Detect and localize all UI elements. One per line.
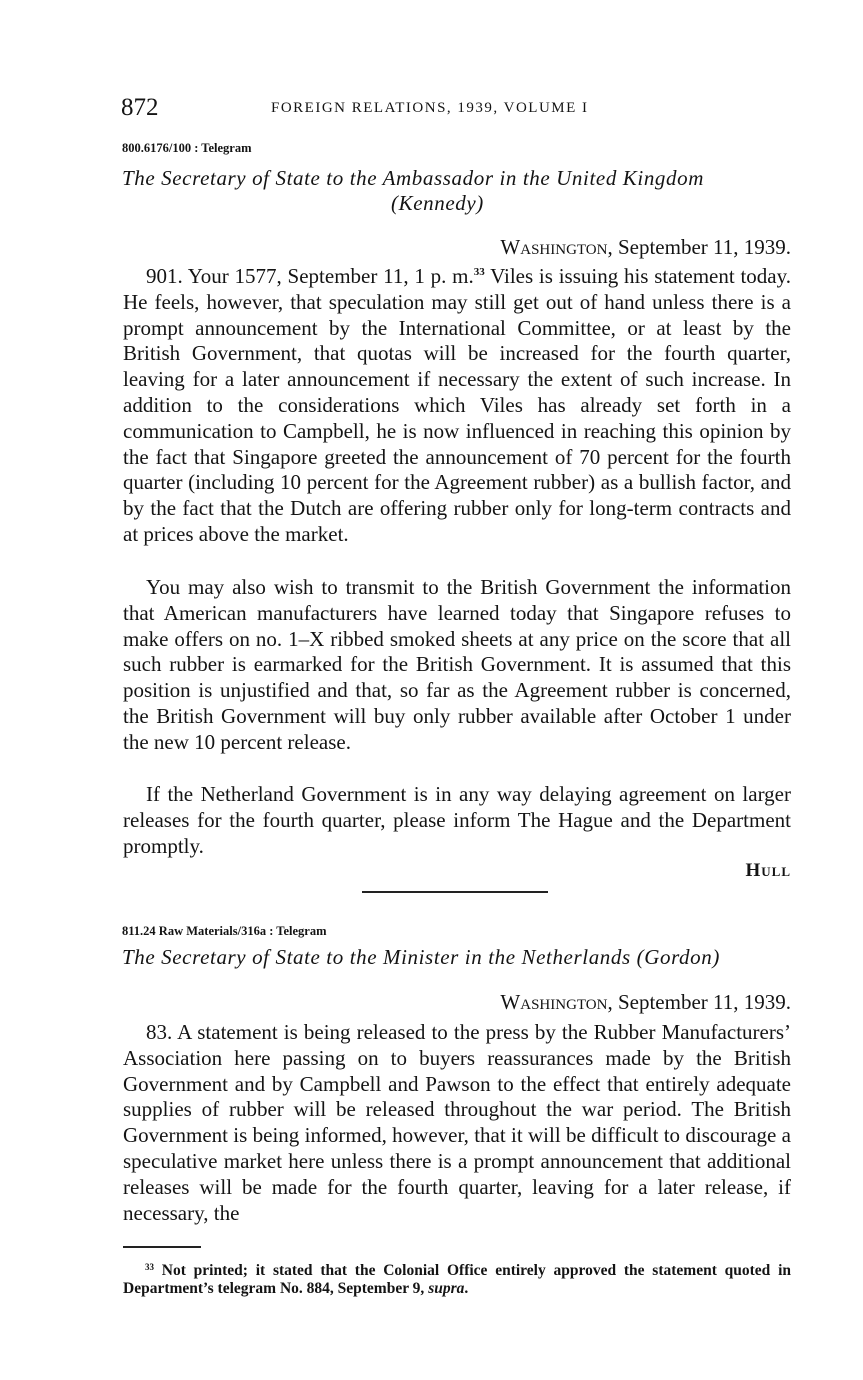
footnote-end: . (464, 1280, 469, 1297)
footnote-marker: 33 (145, 1262, 154, 1272)
footnote (123, 1262, 791, 1298)
footnote-italic: supra (428, 1280, 465, 1297)
paragraph-1 (123, 264, 791, 548)
footnote-reference: 33 (473, 266, 485, 278)
dateline-place: Washington (500, 990, 608, 1014)
paragraph-4: 83. A statement is being released to the press by the Rubber Manufacturers’ Association here passing on to buyers reassurances made by the British Government and by Campbell and Pawson to the effect that entirely adequate supplies of rubber will be released throughout the war period. The British Government is being informed, however, that it will be difficult to discourage a speculative market here unless there is a prompt announcement that additional releases will be made for the fourth quarter, leaving for a later release, if necessary, the (123, 1020, 791, 1225)
document-title-1-line1: The Secretary of State to the Ambassador in the United Kingdom (122, 166, 704, 190)
signature: Hull (745, 860, 791, 881)
paragraph-1-rest: Viles is issuing his statement today. He feels, however, that speculation may still get out of hand unless there is a prompt announcement by the International Committee, or at least by the British Government, that quotas will be increased for the fourth quarter, leaving for a later announcement if necessary the extent of such increase. In addition to the considerations which Viles has already set forth in a communication to Campbell, he is now influenced in reaching this opinion by the fact that Singapore greeted the announcement of 70 percent for the fourth quarter (including 10 percent for the Agreement rubber) as a bullish factor, and by the fact that the Dutch are offering rubber only for long-term contracts and at prices above the market. (123, 264, 792, 546)
dateline-date: , September 11, 1939. (607, 235, 791, 259)
file-reference-2: 811.24 Raw Materials/316a : Telegram (122, 924, 327, 938)
footnote-divider (123, 1246, 201, 1248)
paragraph-3: If the Netherland Government is in any way delaying agreement on larger releases for the fourth quarter, please inform The Hague and the Department promptly. (123, 782, 791, 858)
document-title-1-line2: (Kennedy) (391, 191, 484, 215)
dateline-place: Washington (500, 235, 608, 259)
document-title-2: The Secretary of State to the Minister in the Netherlands (Gordon) (122, 945, 720, 969)
running-title: FOREIGN RELATIONS, 1939, VOLUME I (271, 100, 589, 116)
paragraph-2: You may also wish to transmit to the British Government the information that American manufacturers have learned today that Singapore refuses to make offers on no. 1–X ribbed smoked sheets at any price on the score that all such rubber is earmarked for the British Government. It is assumed that this position is unjustified and that, so far as the Agreement rubber is concerned, the British Government will buy only rubber available after October 1 under the new 10 percent release. (123, 575, 791, 754)
paragraph-1-start: 901. Your 1577, September 11, 1 p. m. (146, 264, 474, 288)
dateline-1 (500, 235, 791, 260)
footnote-text: Not printed; it stated that the Colonial Office entirely approved the statement quoted in Department’s telegram No. 884, September 9, (123, 1262, 791, 1297)
dateline-date: , September 11, 1939. (607, 990, 791, 1014)
section-divider (362, 891, 548, 893)
file-reference-1: 800.6176/100 : Telegram (122, 141, 252, 155)
dateline-2 (500, 990, 791, 1015)
page-number: 872 (121, 94, 159, 121)
